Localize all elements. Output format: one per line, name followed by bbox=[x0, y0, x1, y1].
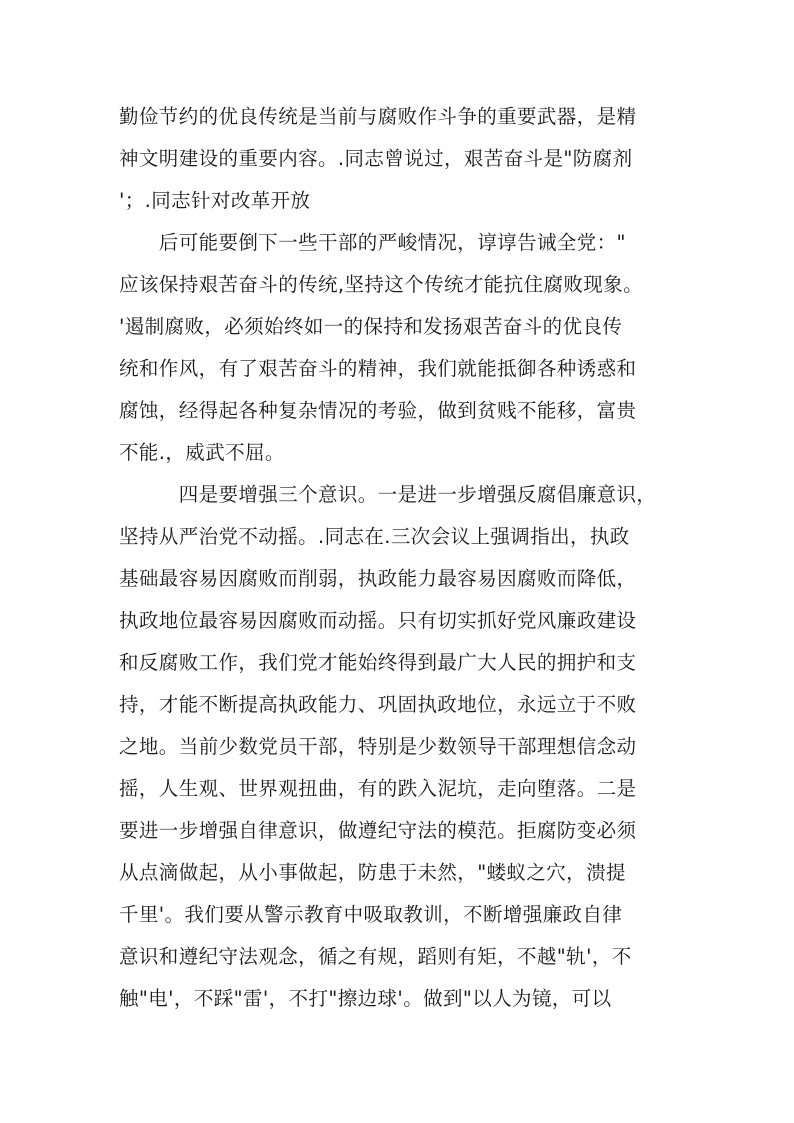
text-line: 后可能要倒下一些干部的严峻情况，谆谆告诫全党：" bbox=[119, 231, 626, 254]
text-line: 之地。当前少数党员干部，特别是少数领导干部理想信念动 bbox=[119, 735, 637, 758]
text-line: 四是要增强三个意识。一是进一步增强反腐倡廉意识， bbox=[119, 483, 657, 506]
text-line: 触"电'，不踩"雷'，不打"擦边球'。做到"以人为镜，可以 bbox=[119, 987, 612, 1010]
text-line: 不能.，威武不屈。 bbox=[119, 441, 285, 464]
text-line: 千里'。我们要从警示教育中吸取教训，不断增强廉政自律 bbox=[119, 903, 623, 926]
text-line: 持，才能不断提高执政能力、巩固执政地位，永远立于不败 bbox=[119, 693, 637, 716]
body-text bbox=[119, 96, 689, 1020]
text-line: '遏制腐败，必须始终如一的保持和发扬艰苦奋斗的优良传 bbox=[119, 315, 623, 338]
text-line: 坚持从严治党不动摇。.同志在.三次会议上强调指出，执政 bbox=[119, 525, 630, 548]
text-line: 腐蚀，经得起各种复杂情况的考验，做到贫贱不能移，富贵 bbox=[119, 399, 637, 422]
text-line: 统和作风，有了艰苦奋斗的精神，我们就能抵御各种诱惑和 bbox=[119, 357, 637, 380]
text-line: 摇，人生观、世界观扭曲，有的跌入泥坑，走向堕落。二是 bbox=[119, 777, 637, 800]
text-line: 意识和遵纪守法观念，循之有规，蹈则有矩，不越"轨'，不 bbox=[119, 945, 632, 968]
text-line: '；.同志针对改革开放 bbox=[119, 189, 311, 212]
text-line: 和反腐败工作，我们党才能始终得到最广大人民的拥护和支 bbox=[119, 651, 637, 674]
text-line: 神文明建设的重要内容。.同志曾说过，艰苦奋斗是"防腐剂 bbox=[119, 147, 633, 170]
text-line: 应该保持艰苦奋斗的传统,坚持这个传统才能抗住腐败现象。 bbox=[119, 273, 643, 296]
text-line: 基础最容易因腐败而削弱，执政能力最容易因腐败而降低， bbox=[119, 567, 637, 590]
text-line: 要进一步增强自律意识，做遵纪守法的模范。拒腐防变必须 bbox=[119, 819, 637, 842]
text-line: 从点滴做起，从小事做起，防患于未然，"蝼蚁之穴，溃提 bbox=[119, 861, 626, 884]
text-line: 勤俭节约的优良传统是当前与腐败作斗争的重要武器，是精 bbox=[119, 105, 637, 128]
text-line: 执政地位最容易因腐败而动摇。只有切实抓好党风廉政建设 bbox=[119, 609, 637, 632]
